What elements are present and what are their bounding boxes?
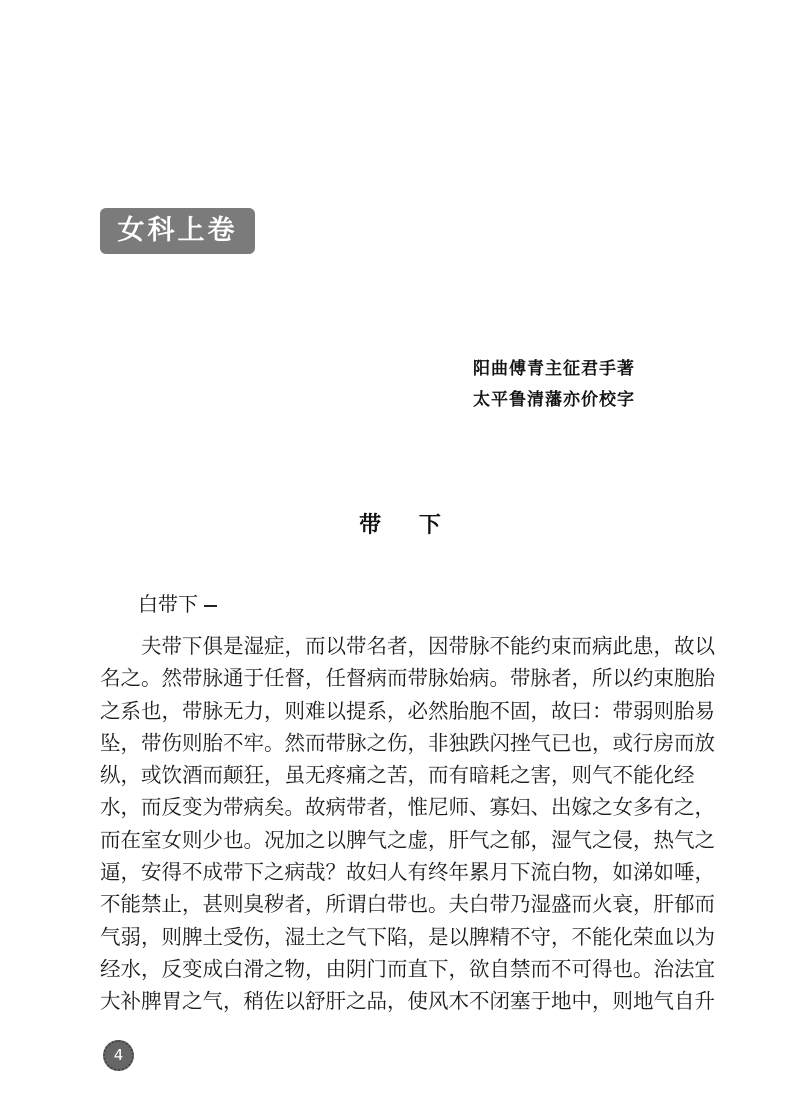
body-line: 名之。然带脉通于任督，任督病而带脉始病。带脉者，所以约束胞胎 [100,666,715,691]
body-line: 不能禁止，甚则臭秽者，所谓白带也。夫白带乃湿盛而火衰，肝郁而 [100,892,715,917]
body-line: 气弱，则脾土受伤，湿土之气下陷，是以脾精不守，不能化荣血以为 [100,924,715,949]
dash-mark [204,605,217,607]
body-line: 逼，安得不成带下之病哉？故妇人有终年累月下流白物，如涕如唾， [100,860,715,885]
body-paragraph [100,630,715,1018]
subsection-heading [138,588,217,617]
author-line: 阳曲傅青主征君手著 [473,359,635,379]
body-line: 经水，反变成白滑之物，由阴门而直下，欲自禁而不可得也。治法宜 [100,956,715,981]
body-line: 之系也，带脉无力，则难以提系，必然胎胞不固，故曰：带弱则胎易 [100,698,715,723]
body-line: 而在室女则少也。况加之以脾气之虚，肝气之郁，湿气之侵，热气之 [100,827,715,852]
editor-line: 太平鲁清藩亦价校字 [473,390,635,410]
body-line: 坠，带伤则胎不牢。然而带脉之伤，非独跌闪挫气已也，或行房而放 [100,730,715,755]
author-credits [473,354,635,416]
body-line: 纵，或饮酒而颠狂，虽无疼痛之苦，而有暗耗之害，则气不能化经 [100,763,695,788]
body-line: 水，而反变为带病矣。故病带者，惟尼师、寡妇、出嫁之女多有之， [100,795,715,820]
subsection-title: 白带下 [138,592,198,616]
section-title: 带 下 [359,513,441,538]
body-line: 大补脾胃之气，稍佐以舒肝之品，使风木不闭塞于地中，则地气自升 [100,989,715,1014]
body-line: 夫带下俱是湿症，而以带名者，因带脉不能约束而病此患，故以 [100,634,715,658]
chapter-tab: 女科上卷 [100,208,255,254]
page-number-badge: 4 [103,1040,134,1071]
